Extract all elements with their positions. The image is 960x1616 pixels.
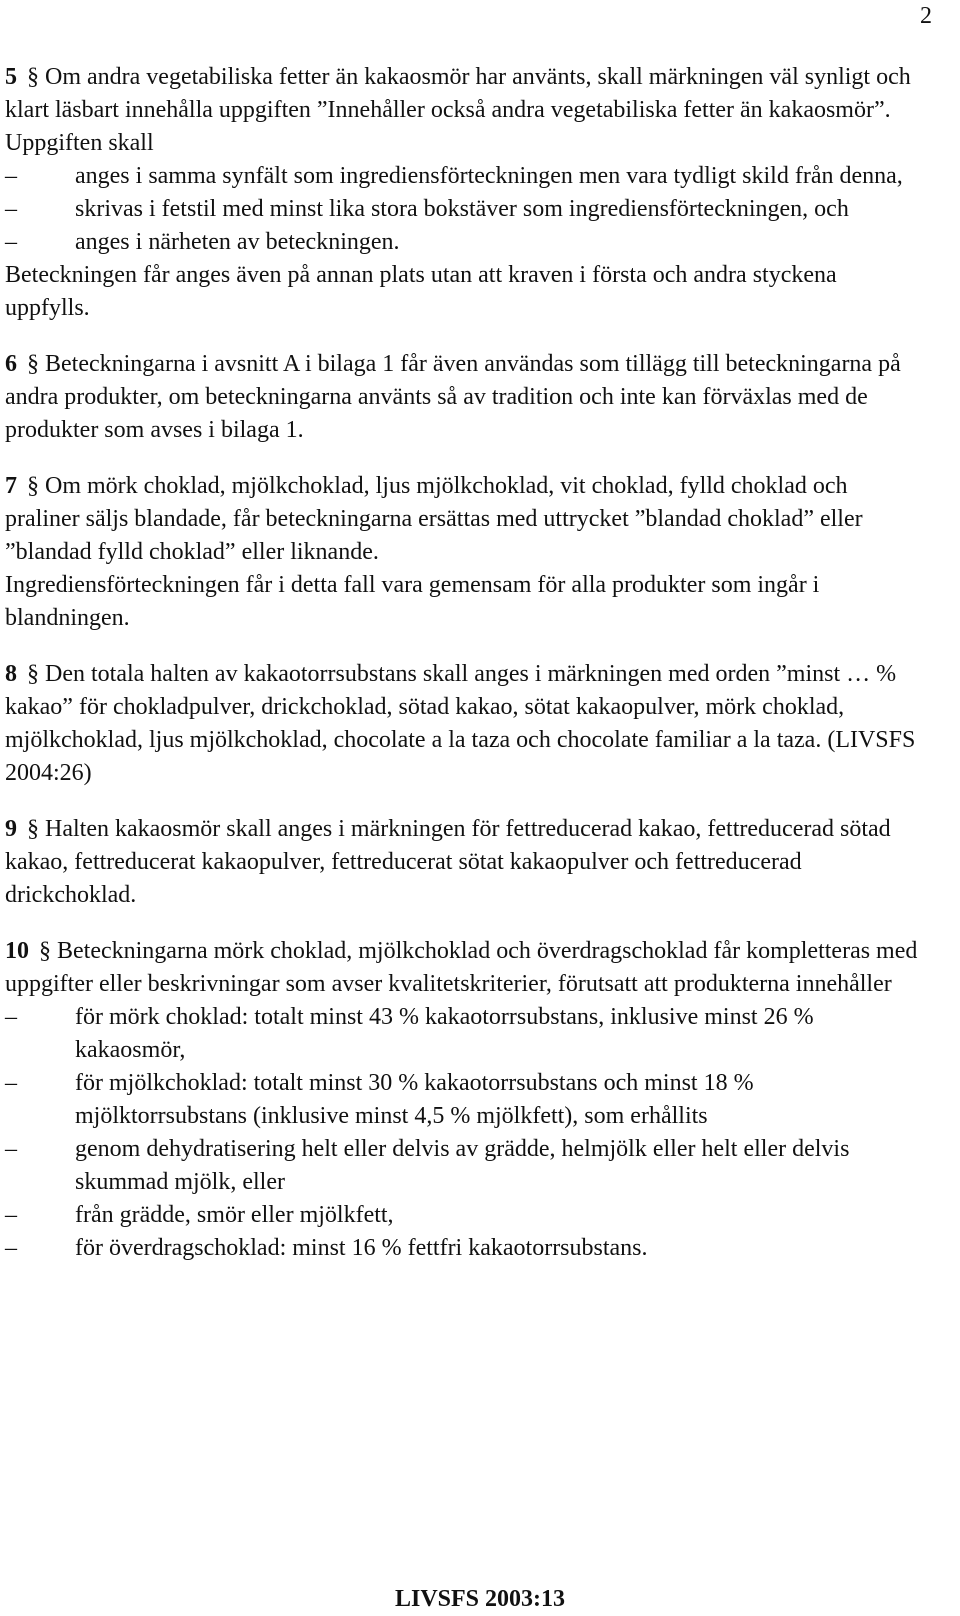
- paragraph-body: Om mörk choklad, mjölkchoklad, ljus mjölkchoklad, vit choklad, fylld choklad och praliner säljs blandade, får beteckningarna ersättas med uttrycket ”blandad choklad” eller ”blandad fylld choklad” eller liknande.: [5, 473, 863, 565]
- paragraph-8: [5, 658, 920, 790]
- paragraph-lead: Uppgiften skall: [5, 130, 154, 156]
- list-item: [5, 1067, 920, 1133]
- paragraph-body: Om andra vegetabiliska fetter än kakaosmör har använts, skall märkningen väl synligt och klart läsbart innehålla uppgiften ”Innehåller också andra vegetabiliska fetter än kakaosmör”.: [5, 64, 911, 123]
- section-sign: §: [27, 351, 39, 377]
- footer-document-id: LIVSFS 2003:13: [394, 1586, 566, 1612]
- dash-marker: –: [5, 1202, 17, 1228]
- paragraph-7: [5, 470, 920, 635]
- paragraph-number: 7: [5, 473, 17, 499]
- section-sign: §: [27, 473, 39, 499]
- paragraph-body: Den totala halten av kakaotorrsubstans skall anges i märkningen med orden ”minst … % kakao” för chokladpulver, drickchoklad, sötad kakao, sötat kakaopulver, mörk choklad, mjölkchoklad, ljus mjölkchoklad, chocolate a la taza och chocolate familiar a la taza. (LIVSFS 2004:26): [5, 661, 916, 786]
- paragraph-5: [5, 61, 920, 325]
- section-sign: §: [27, 64, 39, 90]
- paragraph-body: Beteckningarna i avsnitt A i bilaga 1 får även användas som tillägg till beteckningarna på andra produkter, om beteckningarna använts så av tradition och inte kan förväxlas med de produkter som avses i bilaga 1.: [5, 351, 901, 443]
- list-item-text: anges i närheten av beteckningen.: [75, 229, 400, 255]
- dash-marker: –: [5, 1070, 17, 1096]
- paragraph-after: Beteckningen får anges även på annan plats utan att kraven i första och andra styckena uppfylls.: [5, 262, 837, 321]
- list-item: [5, 226, 920, 259]
- list-item-text: från grädde, smör eller mjölkfett,: [75, 1202, 394, 1228]
- page-body: [5, 61, 920, 1288]
- paragraph-text: [5, 813, 920, 912]
- list-item: [5, 160, 920, 193]
- paragraph-number: 8: [5, 661, 17, 687]
- dash-marker: –: [5, 1235, 17, 1261]
- paragraph-text: [5, 658, 920, 790]
- paragraph-continuation: Ingrediensförteckningen får i detta fall vara gemensam för alla produkter som ingår i blandningen.: [5, 572, 820, 631]
- section-sign: §: [27, 661, 39, 687]
- dash-marker: –: [5, 229, 17, 255]
- paragraph-9: [5, 813, 920, 912]
- paragraph-text: [5, 348, 920, 447]
- paragraph-number: 9: [5, 816, 17, 842]
- paragraph-10: [5, 935, 920, 1265]
- list-item: [5, 1232, 920, 1265]
- list-item-text: för mjölkchoklad: totalt minst 30 % kakaotorrsubstans och minst 18 % mjölktorrsubstans (inklusive minst 4,5 % mjölkfett), som erhållits: [75, 1070, 754, 1129]
- paragraph-6: [5, 348, 920, 447]
- paragraph-body: Beteckningarna mörk choklad, mjölkchoklad och överdragschoklad får kompletteras med uppgifter eller beskrivningar som avser kvalitetskriterier, förutsatt att produkterna innehåller: [5, 938, 918, 997]
- paragraph-number: 6: [5, 351, 17, 377]
- dash-marker: –: [5, 1136, 17, 1162]
- paragraph-body: Halten kakaosmör skall anges i märkningen för fettreducerad kakao, fettreducerad sötad kakao, fettreducerat kakaopulver, fettreducerat sötat kakaopulver och fettreducerad drickchoklad.: [5, 816, 891, 908]
- dash-marker: –: [5, 163, 17, 189]
- paragraph-number: 10: [5, 938, 29, 964]
- dash-marker: –: [5, 196, 17, 222]
- list-item-text: för överdragschoklad: minst 16 % fettfri kakaotorrsubstans.: [75, 1235, 648, 1261]
- list-item: [5, 1133, 920, 1199]
- paragraph-text: [5, 935, 920, 1001]
- list-item: [5, 1001, 920, 1067]
- list-item-text: anges i samma synfält som ingrediensförteckningen men vara tydligt skild från denna,: [75, 163, 903, 189]
- paragraph-text: [5, 470, 920, 569]
- list-item-text: skrivas i fetstil med minst lika stora bokstäver som ingrediensförteckningen, och: [75, 196, 849, 222]
- dash-list: [5, 1001, 920, 1265]
- page-number: 2: [920, 3, 932, 29]
- section-sign: §: [27, 816, 39, 842]
- list-item-text: för mörk choklad: totalt minst 43 % kakaotorrsubstans, inklusive minst 26 % kakaosmör,: [75, 1004, 814, 1063]
- list-item-text: genom dehydratisering helt eller delvis av grädde, helmjölk eller helt eller delvis skummad mjölk, eller: [75, 1136, 850, 1195]
- section-sign: §: [39, 938, 51, 964]
- paragraph-text: [5, 61, 920, 127]
- paragraph-number: 5: [5, 64, 17, 90]
- list-item: [5, 193, 920, 226]
- dash-list: [5, 160, 920, 259]
- dash-marker: –: [5, 1004, 17, 1030]
- list-item: [5, 1199, 920, 1232]
